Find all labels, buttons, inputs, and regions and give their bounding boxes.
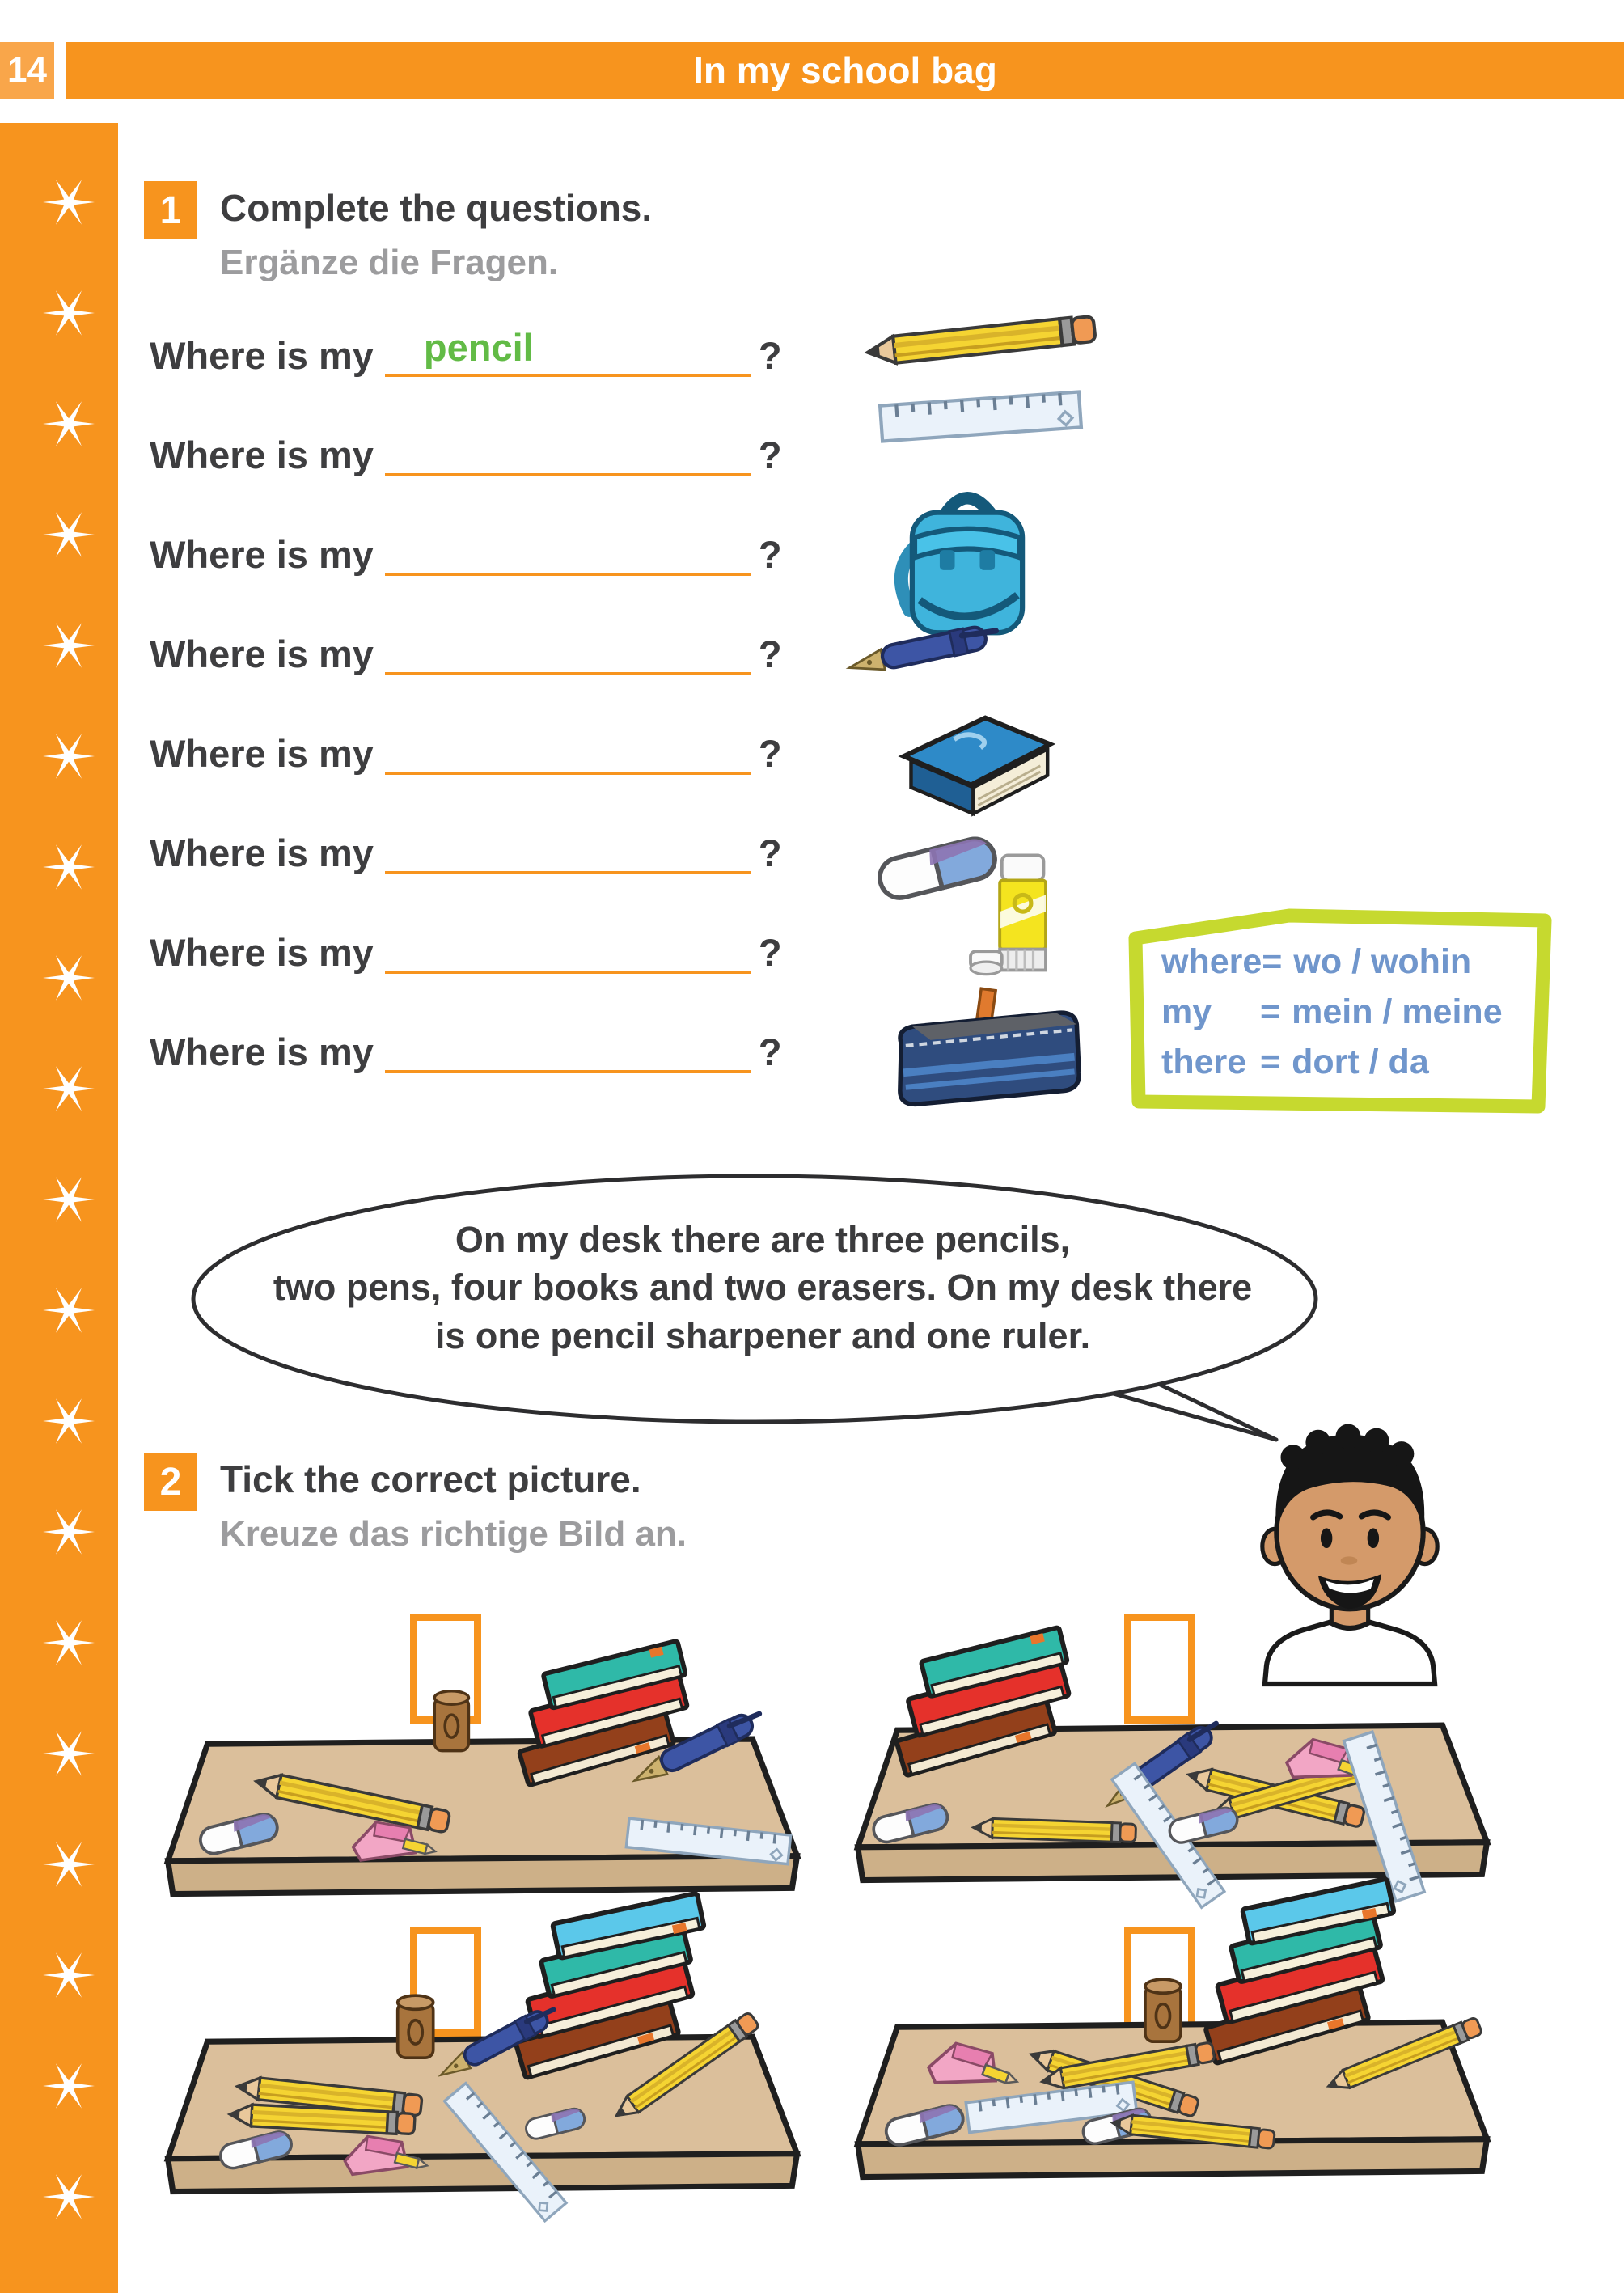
star-icon [43, 287, 95, 339]
answer-blank[interactable] [385, 1023, 751, 1073]
answer-blank[interactable] [385, 824, 751, 874]
question-row [150, 325, 797, 377]
sidebar [0, 123, 118, 2293]
hint-equals: = [1262, 941, 1283, 981]
exercise2-number-badge: 2 [144, 1453, 197, 1511]
exercise1-number-badge: 1 [144, 181, 197, 239]
star-icon [43, 1284, 95, 1336]
question-text: Where is my [150, 533, 374, 577]
question-mark: ? [758, 831, 782, 875]
question-text: Where is my [150, 334, 374, 378]
school-bag-icon [890, 477, 1045, 645]
star-icon [43, 1838, 95, 1890]
star-icon [43, 1728, 95, 1779]
exercise1-subtitle: Ergänze die Fragen. [220, 243, 559, 282]
answer-blank[interactable] [385, 526, 751, 576]
hint-en-word: there [1161, 1042, 1247, 1081]
exercise2-title: Tick the correct picture. [220, 1458, 641, 1500]
star-icon [43, 952, 95, 1004]
question-mark: ? [758, 1030, 782, 1074]
star-icon [43, 398, 95, 450]
question-mark: ? [758, 334, 782, 378]
exercise1-title: Complete the questions. [220, 187, 653, 229]
question-row [150, 524, 797, 576]
question-row [150, 823, 797, 874]
pencil-case-icon [890, 1003, 1084, 1106]
question-mark: ? [758, 434, 782, 477]
question-text: Where is my [150, 632, 374, 676]
question-row [150, 922, 797, 974]
question-text: Where is my [150, 732, 374, 776]
star-icon [43, 1395, 95, 1447]
hint-line-there [1161, 1037, 1503, 1087]
hint-equals: = [1260, 992, 1281, 1031]
questions-list [150, 325, 797, 1121]
page-header [66, 42, 1624, 99]
page-title: In my school bag [693, 49, 997, 91]
star-icon [43, 1063, 95, 1115]
star-icon [43, 620, 95, 671]
hint-equals: = [1260, 1042, 1281, 1081]
ruler-icon [876, 387, 1085, 446]
desk-picture-1 [150, 1644, 809, 1915]
question-mark: ? [758, 732, 782, 776]
exercise2-subtitle: Kreuze das richtige Bild an. [220, 1514, 687, 1554]
question-text: Where is my [150, 434, 374, 477]
star-icon [43, 841, 95, 893]
hint-de-word: wo / wohin [1293, 941, 1472, 981]
hint-en-word: where [1161, 941, 1262, 981]
star-icon [43, 1506, 95, 1558]
bubble-line: is one pencil sharpener and one ruler. [434, 1314, 1091, 1356]
answer-blank[interactable] [385, 924, 751, 974]
question-text: Where is my [150, 931, 374, 975]
glue-stick-icon [971, 851, 1071, 979]
hint-de-word: dort / da [1292, 1042, 1429, 1081]
star-icon [43, 1174, 95, 1225]
question-mark: ? [758, 931, 782, 975]
question-text: Where is my [150, 831, 374, 875]
speech-bubble [188, 1171, 1337, 1454]
hint-line-my [1161, 987, 1503, 1037]
vocab-hint-box [1119, 904, 1556, 1115]
star-icon [43, 1617, 95, 1669]
question-text: Where is my [150, 1030, 374, 1074]
question-row [150, 1022, 797, 1073]
page-number: 14 [0, 42, 54, 99]
desk-picture-4 [839, 1927, 1499, 2198]
answer-blank[interactable] [385, 725, 751, 775]
hint-en-word: my [1161, 992, 1212, 1031]
question-row [150, 624, 797, 675]
answer-blank[interactable] [385, 625, 751, 675]
bubble-line: On my desk there are three pencils, [455, 1219, 1071, 1260]
pencil-icon [862, 310, 1099, 371]
question-row [150, 425, 797, 476]
answer-blank[interactable] [385, 426, 751, 476]
hint-de-word: mein / meine [1292, 992, 1503, 1031]
star-icon [43, 1949, 95, 2001]
question-mark: ? [758, 533, 782, 577]
star-icon [43, 2171, 95, 2223]
desk-picture-3 [150, 1941, 809, 2213]
bubble-line: two pens, four books and two erasers. On my desk there [273, 1267, 1253, 1309]
question-row [150, 723, 797, 775]
hint-line-where [1161, 937, 1503, 987]
answer-blank[interactable]: pencil [385, 327, 751, 377]
star-icon [43, 730, 95, 782]
desk-picture-2 [839, 1630, 1499, 1902]
star-icon [43, 2060, 95, 2112]
star-icon [43, 509, 95, 561]
book-icon [880, 689, 1059, 823]
star-icon [43, 176, 95, 228]
question-mark: ? [758, 632, 782, 676]
